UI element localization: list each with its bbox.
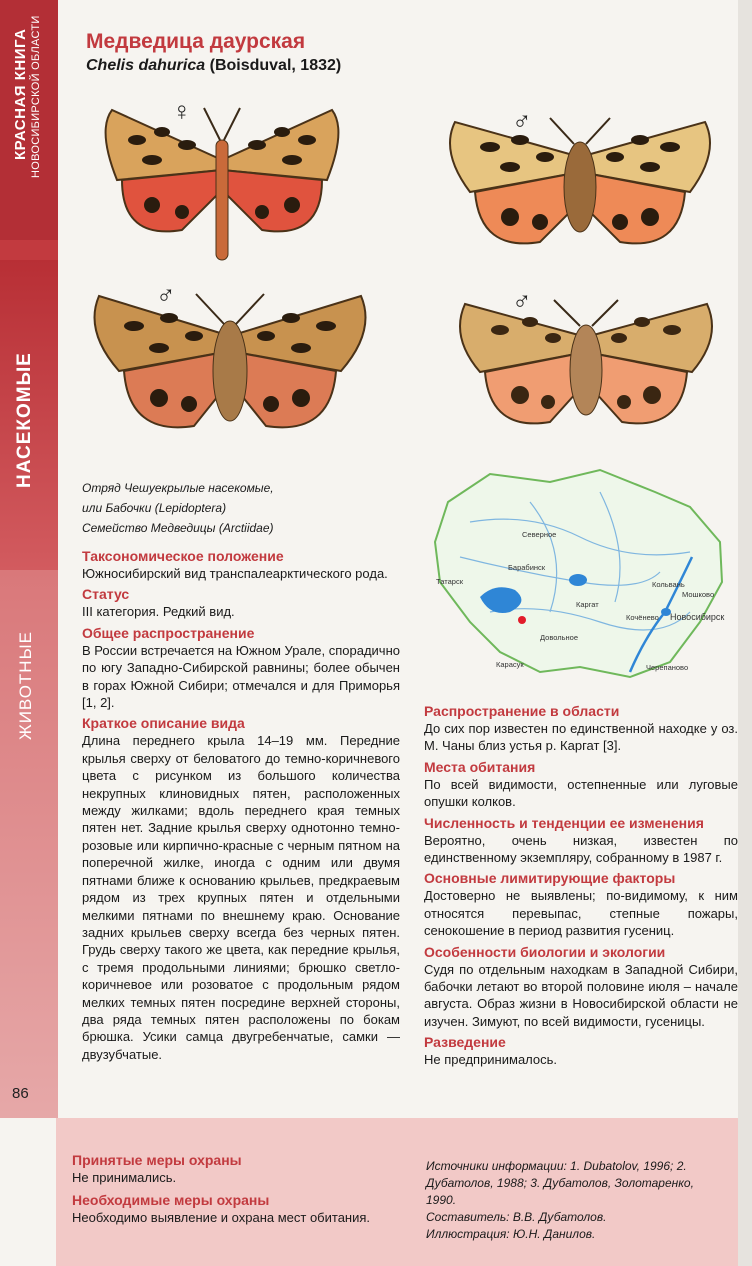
- region-outline: [435, 470, 725, 677]
- measures-needed-text: Необходимо выявление и охрана мест обитания.: [72, 1210, 371, 1226]
- map-label-karasuk: Карасук: [496, 660, 524, 669]
- section-label: НАСЕКОМЫЕ: [14, 352, 35, 488]
- page-number: 86: [12, 1085, 29, 1102]
- find-location-marker: [518, 616, 526, 624]
- distribution-map: [430, 462, 728, 684]
- section-heading: Краткое описание вида: [82, 715, 245, 732]
- section-heading: Особенности биологии и экологии: [424, 943, 666, 960]
- section-text: Судя по отдельным находкам в Западной Сибири, бабочки летают во второй половине июля – начале августа. Образ жизни в Новосибирской области не изучен. Зимуют, по всей видимости, гусеницы.: [424, 961, 738, 1029]
- page-edge: [738, 0, 752, 1266]
- measures-taken-text: Не принимались.: [72, 1170, 177, 1185]
- section-heading: Места обитания: [424, 758, 536, 775]
- section-text: В России встречается на Южном Урале, спорадично по югу Западно-Сибирской равнины; более обычен в горах Южной Сибири; отмечался и для Приморья [1, 2].: [82, 642, 400, 711]
- section-text: Вероятно, очень низкая, известен по единственному экземпляру, собранному в 1987 г.: [424, 832, 738, 866]
- footer-panel: [56, 1118, 738, 1266]
- section-heading: Таксономическое положение: [82, 548, 284, 564]
- category-label: ЖИВОТНЫЕ: [16, 631, 35, 740]
- species-author: (Boisduval, 1832): [209, 57, 342, 74]
- book-subtitle: НОВОСИБИРСКОЙ ОБЛАСТИ: [30, 15, 42, 178]
- species-name-ru: Медведица даурская: [86, 30, 306, 53]
- species-name-latin: [86, 57, 341, 75]
- taxonomy-caption: [82, 478, 274, 538]
- compiler: Составитель: В.В. Дубатолов.: [426, 1210, 607, 1224]
- section-text: III категория. Редкий вид.: [82, 604, 235, 620]
- section-text: Не предпринималось.: [424, 1052, 558, 1068]
- map-label-moshkovo: Мошково: [682, 590, 715, 599]
- section-text: Длина переднего крыла 14–19 мм. Передние крылья сверху от беловатого до темно-коричневого цвета с рисунком из большого количества некрупных клиновидных пятен, расположенных между жилками; вдоль переднего края темных пятен нет. Задние крылья сверху однотонно темно-розовые или кирпично-красные с черным пятном на поперечной жилке, иногда с одним или двумя пятнами ближе к основанию крыльев, предкраевым рядом из трех крупных пятен и отдельными мелкими пятнами по внешнему краю. Основание задних крыльев сверху всегда без черных пятен. Грудь сверху такого же цвета, как передние крылья, с тремя продольными линиями; брюшко светло-коричневое или розоватое с продольным рядом мелких темных пятен посредине верхней стороны, два ряда темных пятен расположены по бокам брюшка. Усики самца двугребенчатые, самки — двузубчатые.: [82, 733, 400, 1062]
- taxonomy-family: Семейство Медведицы (Arctiidae): [82, 521, 274, 535]
- latin-binomial: Chelis dahurica: [86, 57, 206, 74]
- section-text: Достоверно не выявлены; по-видимому, к ним относятся перевыпас, степные пожары, сенокошение в период развития гусениц.: [424, 888, 738, 939]
- map-label-kargat: Каргат: [576, 600, 599, 609]
- female-symbol: ♀: [172, 96, 192, 126]
- moth-illustration-male-2: [84, 286, 376, 451]
- sidebar: [0, 0, 58, 1118]
- section-heading: Разведение: [424, 1034, 506, 1051]
- section-heading: Статус: [82, 586, 130, 603]
- male-symbol-2: ♂: [156, 280, 176, 310]
- map-label-tatarsk: Татарск: [436, 577, 463, 586]
- taxonomy-order-line1: Отряд Чешуекрылые насекомые,: [82, 481, 274, 495]
- male-symbol-1: ♂: [512, 106, 532, 136]
- section-text: По всей видимости, остепненные или луговые опушки колков.: [424, 776, 738, 810]
- map-label-novosibirsk: Новосибирск: [670, 612, 725, 622]
- measures-needed-heading: Необходимые меры охраны: [72, 1192, 270, 1209]
- book-title: КРАСНАЯ КНИГА: [12, 28, 29, 160]
- sources: Источники информации: 1. Dubatolov, 1996; 2. Дубатолов, 1988; 3. Дубатолов, Золотаренко, 1990.: [426, 1159, 694, 1207]
- section-text: До сих пор известен по единственной находке у оз. М. Чаны близ устья р. Каргат [3].: [424, 721, 738, 754]
- section-text: Южносибирский вид транспалеарктического рода.: [82, 566, 388, 581]
- left-column: [82, 548, 400, 1067]
- right-column: [424, 703, 738, 1073]
- sidebar-band-top: [0, 0, 58, 240]
- map-label-barabinsk: Барабинск: [508, 563, 546, 572]
- section-heading: Численность и тенденции ее изменения: [424, 814, 704, 831]
- male-symbol-3: ♂: [512, 286, 532, 316]
- section-heading: Основные лимитирующие факторы: [424, 870, 676, 887]
- map-label-kochenevo: Кочёнево: [626, 613, 659, 622]
- section-heading: Распространение в области: [424, 703, 620, 719]
- map-label-kolyvan: Кольвань: [652, 580, 685, 589]
- map-label-dovolnoe: Довольное: [540, 633, 579, 642]
- species-header: [86, 30, 341, 75]
- illustrator: Иллюстрация: Ю.Н. Данилов.: [426, 1227, 596, 1241]
- map-label-cherepanovo: Черепаново: [646, 663, 689, 672]
- section-heading: Общее распространение: [82, 624, 255, 641]
- protection-measures: [72, 1152, 402, 1231]
- taxonomy-order-line2: или Бабочки (Lepidoptera): [82, 501, 227, 515]
- credits: [426, 1158, 726, 1243]
- moth-illustration-female: [92, 100, 352, 280]
- moth-illustration-male-1: [440, 112, 720, 262]
- moth-illustration-male-3: [450, 292, 722, 442]
- map-label-severnoe: Северное: [522, 530, 557, 539]
- measures-taken-heading: Принятые меры охраны: [72, 1152, 242, 1168]
